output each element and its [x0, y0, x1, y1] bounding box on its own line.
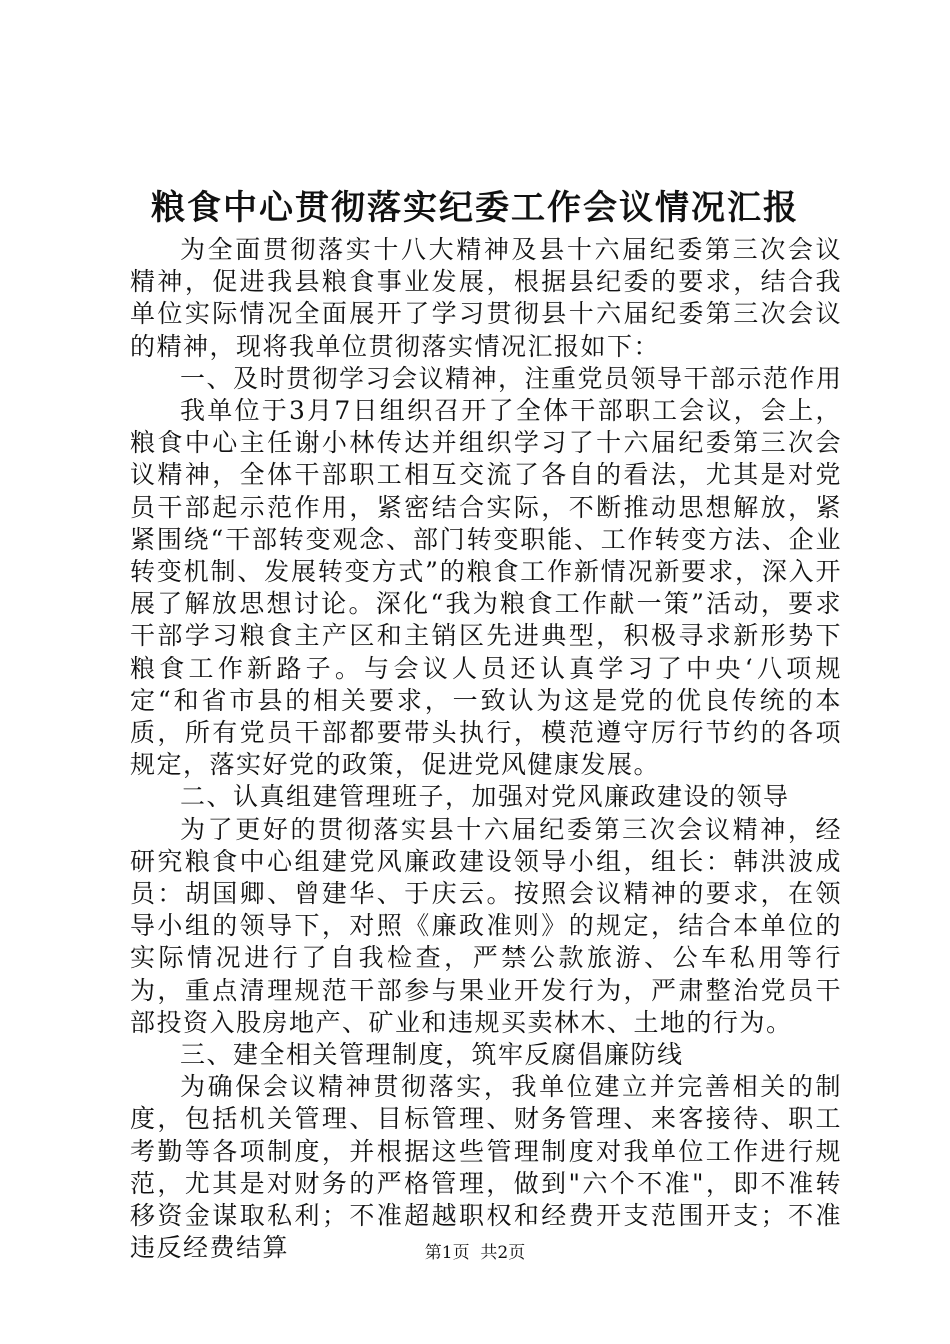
section-heading-2: 二、认真组建管理班子，加强对党风廉政建设的领导: [180, 782, 790, 812]
intro-paragraph: 为全面贯彻落实十八大精神及县十六届纪委第三次会议精神，促进我县粮食事业发展，根据县纪委的要求，结合我单位实际情况全面展开了学习贯彻县十六届纪委第三次会议的精神，现将我单位贯彻落实情况汇报如下：: [130, 235, 842, 361]
document-body: [130, 234, 842, 1265]
section-heading-1: 一、及时贯彻学习会议精神，注重党员领导干部示范作用: [180, 363, 843, 393]
page-footer: [0, 1242, 950, 1264]
section-heading-3: 三、建全相关管理制度，筑牢反腐倡廉防线: [180, 1040, 684, 1070]
page-total: 共2页: [480, 1243, 526, 1263]
section-1-paragraph: 我单位于3月7日组织召开了全体干部职工会议，会上，粮食中心主任谢小林传达并组织学习了十六届纪委第三次会议精神，全体干部职工相互交流了各自的看法，尤其是对党员干部起示范作用，紧密结合实际，不断推动思想解放，紧紧围绕“干部转变观念、部门转变职能、工作转变方法、企业转变机制、发展转变方式”的粮食工作新情况新要求，深入开展了解放思想讨论。深化“我为粮食工作献一策”活动，要求干部学习粮食主产区和主销区先进典型，积极寻求新形势下粮食工作新路子。与会议人员还认真学习了中央‘八项规定“和省市县的相关要求，一致认为这是党的优良传统的本质，所有党员干部都要带头执行，模范遵守厉行节约的各项规定，落实好党的政策，促进党风健康发展。: [130, 396, 842, 780]
document-title: 粮食中心贯彻落实纪委工作会议情况汇报: [151, 188, 799, 228]
page-number: 第1页: [424, 1243, 470, 1263]
section-2-paragraph: 为了更好的贯彻落实县十六届纪委第三次会议精神，经研究粮食中心组建党风廉政建设领导小组，组长：韩洪波成员：胡国卿、曾建华、于庆云。按照会议精神的要求，在领导小组的领导下，对照《廉政准则》的规定，结合本单位的实际情况进行了自我检查，严禁公款旅游、公车私用等行为，重点清理规范干部参与果业开发行为，严肃整治党员干部投资入股房地产、矿业和违规买卖林木、土地的行为。: [130, 814, 842, 1037]
section-3-paragraph: 为确保会议精神贯彻落实，我单位建立并完善相关的制度，包括机关管理、目标管理、财务管理、来客接待、职工考勤等各项制度，并根据这些管理制度对我单位工作进行规范，尤其是对财务的严格管理，做到"六个不准"，即不准转移资金谋取私利；不准超越职权和经费开支范围开支；不准违反经费结算: [130, 1072, 842, 1263]
